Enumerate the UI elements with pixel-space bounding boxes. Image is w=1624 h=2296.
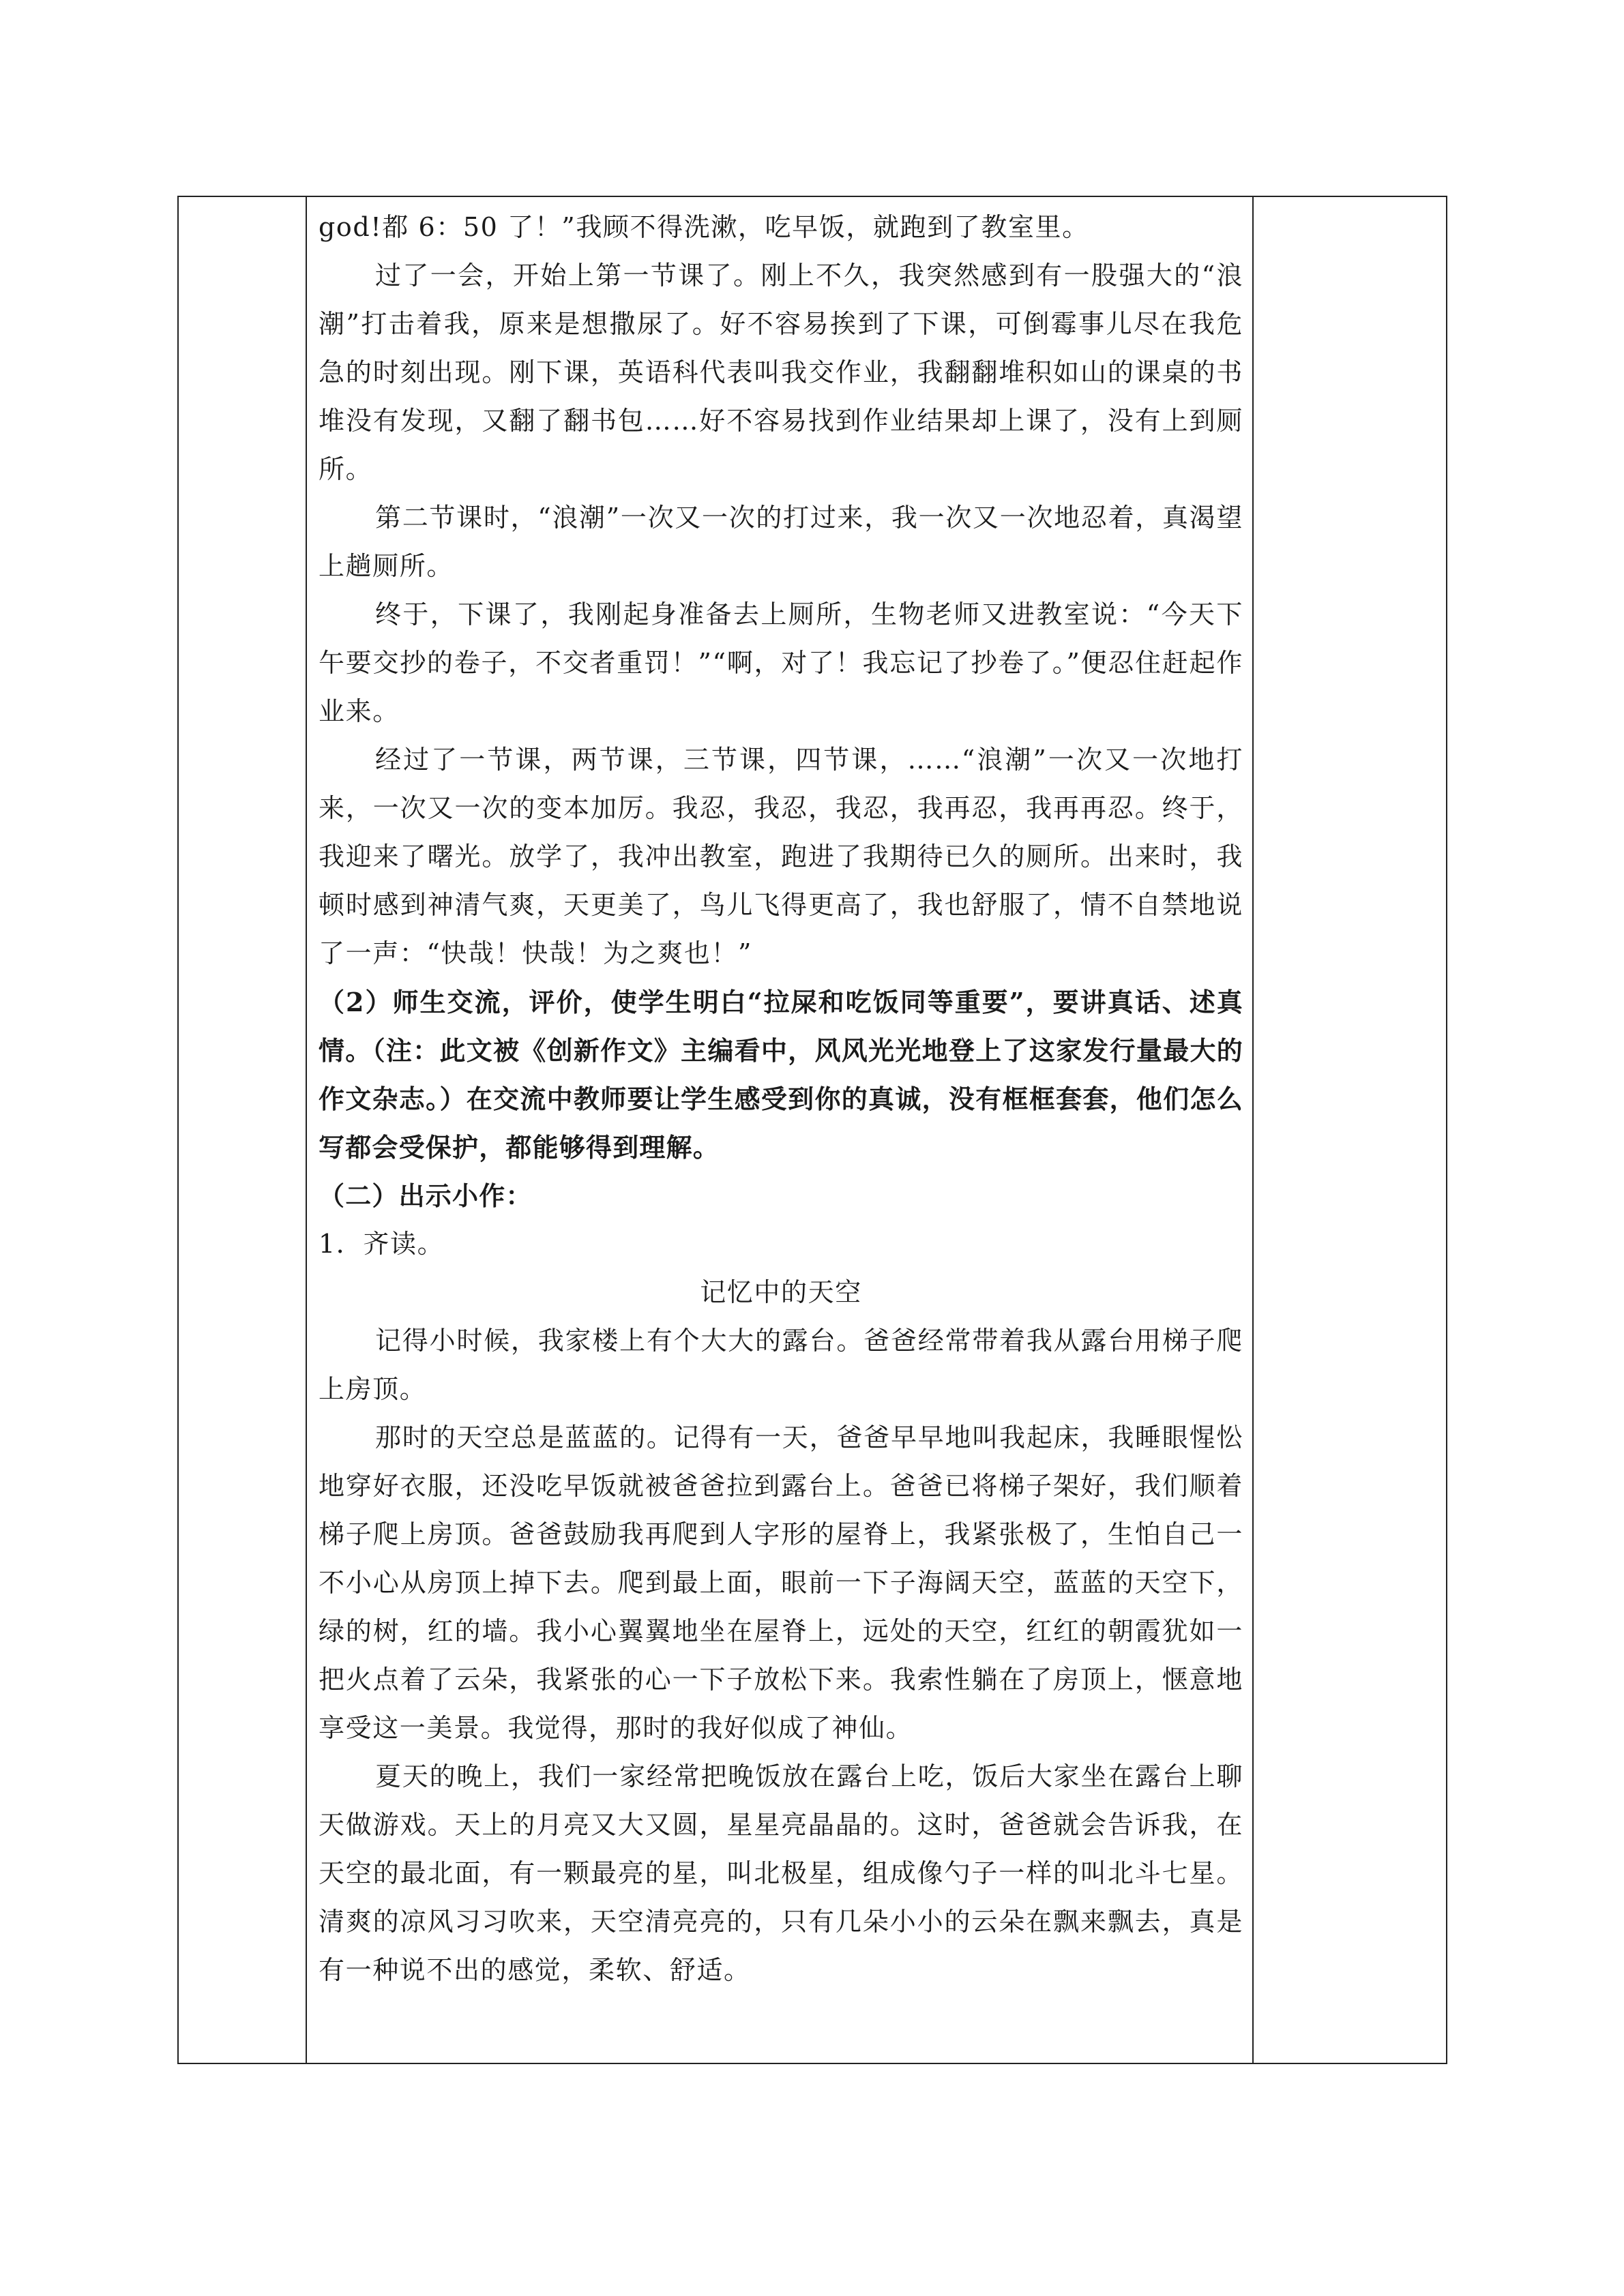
bold-paragraph: （2）师生交流，评价，使学生明白“拉屎和吃饭同等重要”，要讲真话、述真情。（注：此文被《创新作文》主编看中，风风光光地登上了这家发行量最大的作文杂志。）在交流中教师要让学生感受到你的真诚，没有框框套套，他们怎么写都会受保护，都能够得到理解。 xyxy=(319,987,1243,1163)
paragraph: 记得小时候，我家楼上有个大大的露台。爸爸经常带着我从露台用梯子爬上房顶。 xyxy=(319,1326,1243,1404)
column-divider-right xyxy=(1252,197,1254,2063)
paragraph: 夏天的晚上，我们一家经常把晚饭放在露台上吃，饭后大家坐在露台上聊天做游戏。天上的月亮又大又圆，星星亮晶晶的。这时，爸爸就会告诉我，在天空的最北面，有一颗最亮的星，叫北极星，组成像勺子一样的叫北斗七星。清爽的凉风习习吹来，天空清亮亮的，只有几朵小小的云朵在飘来飘去，真是有一种说不出的感觉，柔软、舒适。 xyxy=(319,1761,1243,1985)
essay-title: 记忆中的天空 xyxy=(700,1277,862,1307)
paragraph: god!都 6：50 了！”我顾不得洗漱，吃早饭，就跑到了教室里。 xyxy=(319,212,1089,242)
column-divider-left xyxy=(306,197,307,2063)
paragraph: 终于，下课了，我刚起身准备去上厕所，生物老师又进教室说：“今天下午要交抄的卷子，不交者重罚！”“啊，对了！我忘记了抄卷了。”便忍住赶起作业来。 xyxy=(319,599,1243,726)
paragraph: 经过了一节课，两节课，三节课，四节课，……“浪潮”一次又一次地打来，一次又一次的变本加厉。我忍，我忍，我忍，我再忍，我再再忍。终于，我迎来了曙光。放学了，我冲出教室，跑进了我期待已久的厕所。出来时，我顿时感到神清气爽，天更美了，鸟儿飞得更高了，我也舒服了，情不自禁地说了一声：“快哉！快哉！为之爽也！” xyxy=(319,745,1243,968)
paragraph: 第二节课时，“浪潮”一次又一次的打过来，我一次又一次地忍着，真渴望上趟厕所。 xyxy=(319,503,1243,581)
paragraph: 过了一会，开始上第一节课了。刚上不久，我突然感到有一股强大的“浪潮”打击着我，原来是想撒尿了。好不容易挨到了下课，可倒霉事儿尽在我危急的时刻出现。刚下课，英语科代表叫我交作业，我翻翻堆积如山的课桌的书堆没有发现，又翻了翻书包……好不容易找到作业结果却上课了，没有上到厕所。 xyxy=(319,260,1243,484)
content-cell xyxy=(319,203,1243,1995)
paragraph: 那时的天空总是蓝蓝的。记得有一天，爸爸早早地叫我起床，我睡眼惺忪地穿好衣服，还没吃早饭就被爸爸拉到露台上。爸爸已将梯子架好，我们顺着梯子爬上房顶。爸爸鼓励我再爬到人字形的屋脊上，我紧张极了，生怕自己一不小心从房顶上掉下去。爬到最上面，眼前一下子海阔天空，蓝蓝的天空下，绿的树，红的墙。我小心翼翼地坐在屋脊上，远处的天空，红红的朝霞犹如一把火点着了云朵，我紧张的心一下子放松下来。我索性躺在了房顶上，惬意地享受这一美景。我觉得，那时的我好似成了神仙。 xyxy=(319,1422,1243,1743)
list-item: 1．齐读。 xyxy=(319,1229,445,1259)
section-heading: （二）出示小作： xyxy=(319,1180,533,1211)
